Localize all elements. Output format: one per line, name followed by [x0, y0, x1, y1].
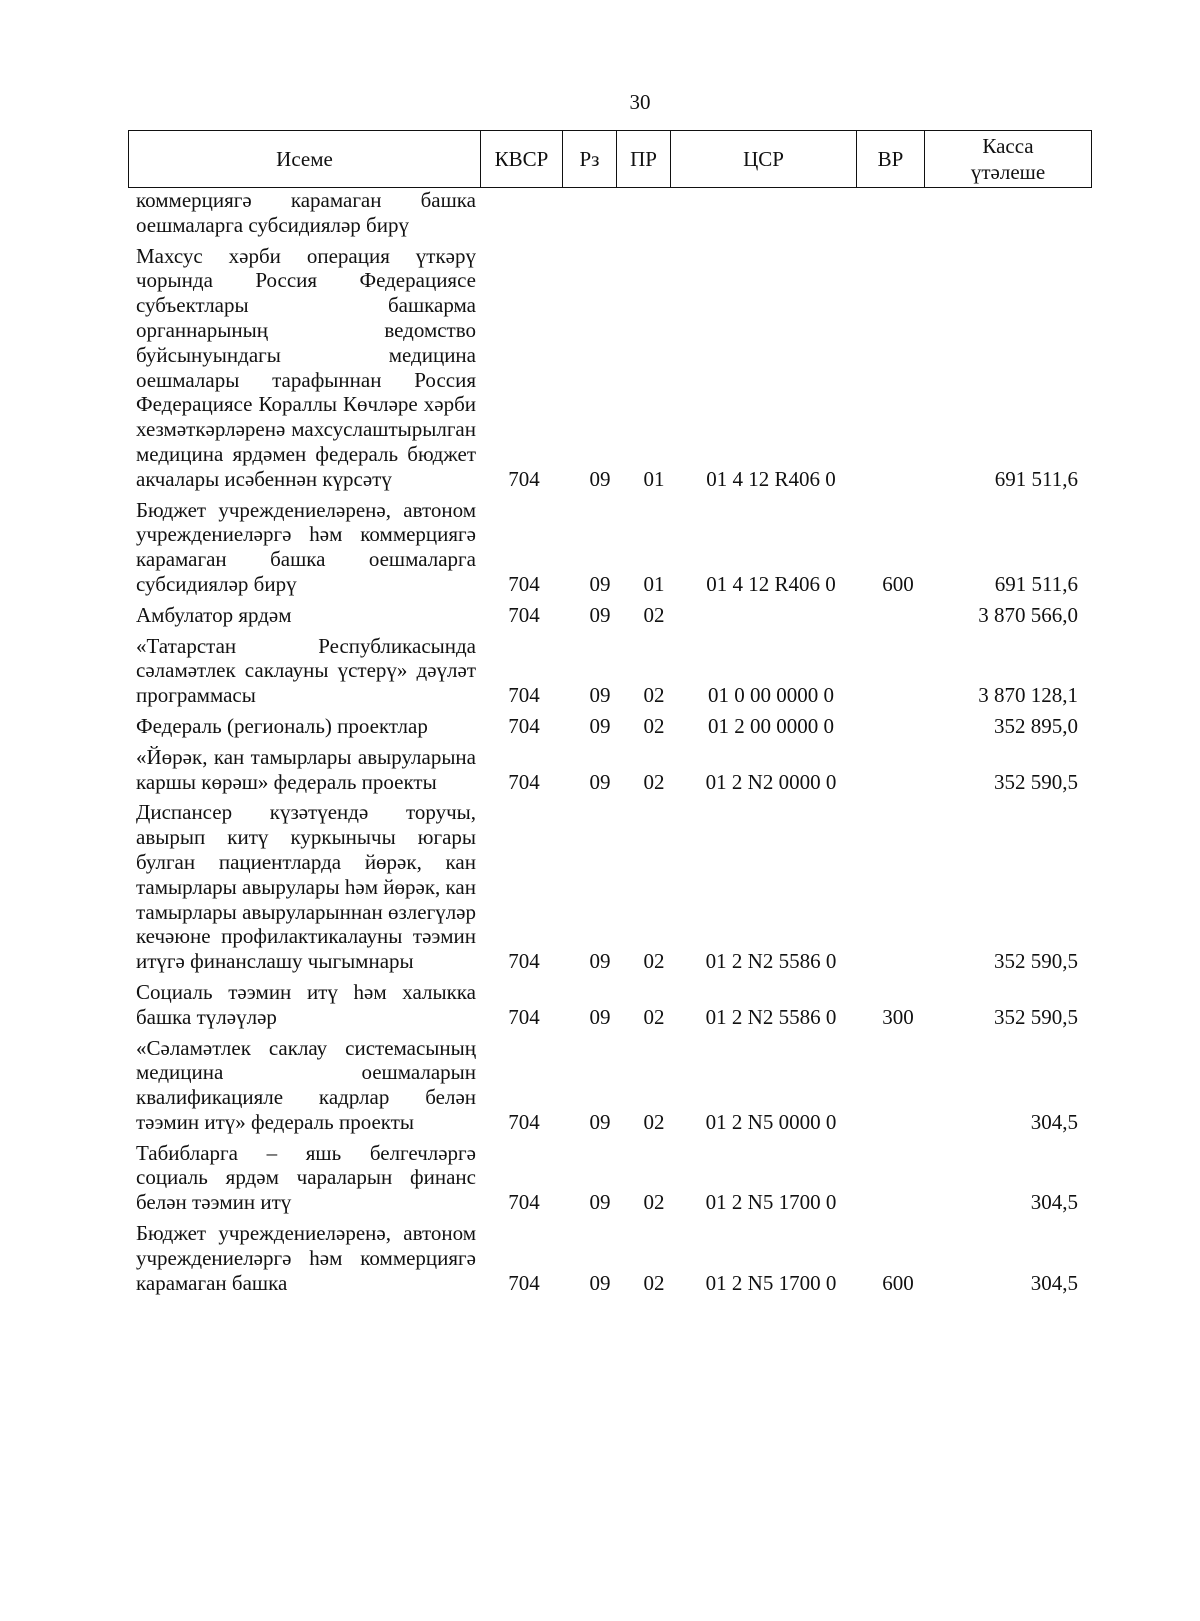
row-sum: 352 590,5: [994, 949, 1078, 974]
row-pr: 02: [643, 1190, 665, 1215]
row-vr: 600: [882, 571, 914, 596]
header-kassa-line1: Касса: [982, 134, 1034, 158]
row-kvsr: 704: [508, 713, 540, 738]
header-csr: ЦСР: [671, 131, 857, 187]
row-sum: 352 590,5: [994, 769, 1078, 794]
row-name: Социаль тәэмин итү һәм халыкка башка түләүләр: [136, 979, 476, 1029]
row-name: «Сәламәтлек саклау системасының медицина оешмаларын квалификацияле кадрлар белән тәэмин итү» федераль проекты: [136, 1035, 476, 1134]
table-row: [128, 244, 1092, 492]
page-number: 30: [629, 90, 651, 114]
row-rz: 09: [589, 466, 611, 491]
row-rz: 09: [589, 1109, 611, 1134]
row-pr: 01: [643, 466, 665, 491]
row-csr: 01 2 N5 1700 0: [705, 1190, 837, 1215]
row-sum: 352 590,5: [994, 1004, 1078, 1029]
header-name: Исеме: [129, 131, 481, 187]
row-csr: 01 2 N5 0000 0: [705, 1109, 837, 1134]
row-name: Махсус хәрби операция үткәрү чорында Россия Федерациясе субъектлары башкарма органнарының ведомство буйсынуындагы медицина оешмалары тарафыннан Россия Федерациясе Кораллы Көчләре хәрби хезмәткәрләренә махсуслаштырылган медицина ярдәмен федераль бюджет акчалары исәбеннән күрсәтү: [136, 243, 476, 491]
row-csr: 01 2 N2 5586 0: [705, 949, 837, 974]
row-csr: 01 0 00 0000 0: [708, 683, 834, 708]
row-kvsr: 704: [508, 949, 540, 974]
row-rz: 09: [589, 602, 611, 627]
row-pr: 02: [643, 713, 665, 738]
row-rz: 09: [589, 571, 611, 596]
row-sum: 304,5: [1030, 1190, 1078, 1215]
row-kvsr: 704: [508, 1004, 540, 1029]
table-row: [128, 1141, 1092, 1215]
row-csr: 01 4 12 R406 0: [706, 571, 836, 596]
row-kvsr: 704: [508, 602, 540, 627]
row-kvsr: 704: [508, 769, 540, 794]
row-vr: 600: [882, 1270, 914, 1295]
table-row: [128, 188, 1092, 238]
row-rz: 09: [589, 769, 611, 794]
row-pr: 02: [643, 949, 665, 974]
row-kvsr: 704: [508, 466, 540, 491]
row-name: Табибларга – яшь белгечләргә социаль ярдәм чараларын финанс белән тәэмин итү: [136, 1140, 476, 1215]
row-csr: 01 2 N5 1700 0: [705, 1270, 837, 1295]
header-rz: Рз: [563, 131, 617, 187]
row-name: «Йөрәк, кан тамырлары авыруларына каршы көрәш» федераль проекты: [136, 744, 476, 794]
row-sum: 691 511,6: [994, 466, 1078, 491]
row-kvsr: 704: [508, 683, 540, 708]
row-csr: 01 4 12 R406 0: [706, 466, 836, 491]
row-pr: 02: [643, 1270, 665, 1295]
row-vr: 300: [882, 1004, 914, 1029]
row-rz: 09: [589, 683, 611, 708]
table-row: [128, 1036, 1092, 1135]
row-name: Бюджет учреждениеләренә, автоном учреждениеләргә һәм коммерциягә карамаган башка: [136, 1221, 476, 1295]
table-row: [128, 714, 1092, 739]
row-sum: 352 895,0: [994, 713, 1078, 738]
row-name: Федераль (региональ) проектлар: [136, 713, 428, 738]
row-name: Амбулатор ярдәм: [136, 602, 292, 627]
row-kvsr: 704: [508, 1109, 540, 1134]
row-csr: 01 2 N2 5586 0: [705, 1004, 837, 1029]
header-kassa-line2: үтәлеше: [970, 160, 1046, 184]
table-header: [128, 130, 1092, 188]
row-pr: 01: [643, 571, 665, 596]
row-kvsr: 704: [508, 1270, 540, 1295]
header-kvsr: КВСР: [481, 131, 563, 187]
table-row: [128, 498, 1092, 597]
row-name: Бюджет учреждениеләренә, автоном учреждениеләргә һәм коммерциягә карамаган башка оешмаларга субсидияләр бирү: [136, 497, 476, 596]
row-sum: 3 870 566,0: [978, 602, 1078, 627]
row-rz: 09: [589, 949, 611, 974]
row-csr: 01 2 00 0000 0: [708, 713, 834, 738]
row-rz: 09: [589, 1270, 611, 1295]
table-row: [128, 745, 1092, 795]
row-kvsr: 704: [508, 571, 540, 596]
row-rz: 09: [589, 713, 611, 738]
row-sum: 691 511,6: [994, 571, 1078, 596]
header-kassa: [925, 131, 1091, 187]
header-pr: ПР: [617, 131, 671, 187]
row-sum: 3 870 128,1: [978, 683, 1078, 708]
table-row: [128, 1221, 1092, 1295]
row-pr: 02: [643, 602, 665, 627]
table-row: [128, 980, 1092, 1030]
row-rz: 09: [589, 1190, 611, 1215]
row-name: Диспансер күзәтүендә торучы, авырып китү куркынычы югары булган пациентларда йөрәк, кан тамырлары авырулары һәм йөрәк, кан тамырлары авыруларыннан өзлегүләр кечәюне профилактикалауны тәэмин итүгә финанслашу чыгымнары: [136, 800, 476, 974]
row-pr: 02: [643, 1004, 665, 1029]
row-csr: 01 2 N2 0000 0: [705, 769, 837, 794]
header-vr: ВР: [857, 131, 925, 187]
table-row: [128, 603, 1092, 628]
row-rz: 09: [589, 1004, 611, 1029]
row-pr: 02: [643, 769, 665, 794]
table-body: [128, 188, 1092, 1301]
row-name: коммерциягә карамаган башка оешмаларга субсидияләр бирү: [136, 188, 476, 237]
row-pr: 02: [643, 1109, 665, 1134]
table-row: [128, 800, 1092, 974]
table-row: [128, 634, 1092, 708]
row-sum: 304,5: [1030, 1270, 1078, 1295]
row-name: «Татарстан Республикасында сәламәтлек саклауны үстерү» дәүләт программасы: [136, 633, 476, 708]
row-kvsr: 704: [508, 1190, 540, 1215]
row-sum: 304,5: [1030, 1109, 1078, 1134]
row-pr: 02: [643, 683, 665, 708]
